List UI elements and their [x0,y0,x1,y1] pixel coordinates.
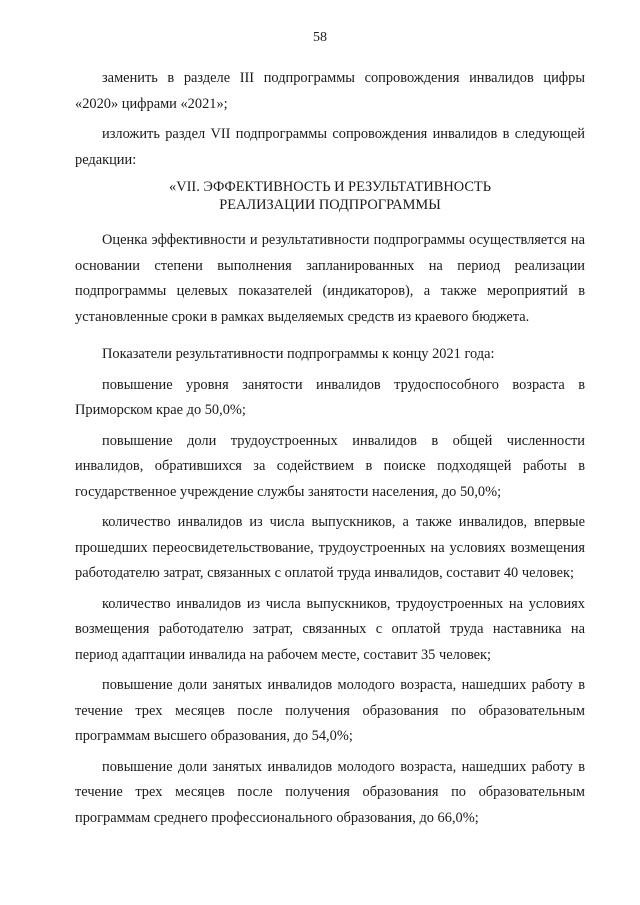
section-heading-line-1: «VII. ЭФФЕКТИВНОСТЬ И РЕЗУЛЬТАТИВНОСТЬ [169,179,491,195]
section-heading [75,178,585,214]
list-item-graduates-mentor: количество инвалидов из числа выпускников, трудоустроенных на условиях возмещения работодателю затрат, связанных с оплатой труда наставника на период адаптации инвалида на рабочем месте, составит 35 человек; [75,595,585,663]
list-item-young-higher-education: повышение доли занятых инвалидов молодого возраста, нашедших работу в течение трех месяцев после получения образования по образовательным программам высшего образования, до 54,0%; [75,677,585,744]
paragraph-indicators-intro: Показатели результативности подпрограммы к концу 2021 года: [102,346,495,362]
paragraph-replace-digits: заменить в разделе III подпрограммы сопровождения инвалидов цифры «2020» цифрами «2021»; [75,70,585,112]
paragraph-evaluation: Оценка эффективности и результативности подпрограммы осуществляется на основании степени выполнения запланированных на период реализации подпрограммы целевых показателей (индикаторов), а также мероприятий в установленные сроки в рамках выделяемых средств из краевого бюджета. [75,232,585,325]
list-item-employment-level: повышение уровня занятости инвалидов трудоспособного возраста в Приморском крае до 50,0%; [75,376,585,418]
list-item-young-vocational-education: повышение доли занятых инвалидов молодого возраста, нашедших работу в течение трех месяцев после получения образования по образовательным программам среднего профессионального образования, до 66,0%; [75,758,585,826]
section-heading-line-2: РЕАЛИЗАЦИИ ПОДПРОГРАММЫ [219,197,441,213]
paragraph-restate-section: изложить раздел VII подпрограммы сопровождения инвалидов в следующей редакции: [75,126,585,168]
list-item-graduates-reexamined: количество инвалидов из числа выпускников, а также инвалидов, впервые прошедших переосвидетельствование, трудоустроенных на условиях возмещения работодателю затрат, связанных с оплатой труда инвалидов, составит 40 человек; [75,514,585,581]
list-item-employed-share: повышение доли трудоустроенных инвалидов в общей численности инвалидов, обратившихся за содействием в поиске подходящей работы в государственное учреждение службы занятости населения, до 50,0%; [75,432,585,500]
page-number: 58 [313,30,327,45]
document-body [75,66,585,836]
